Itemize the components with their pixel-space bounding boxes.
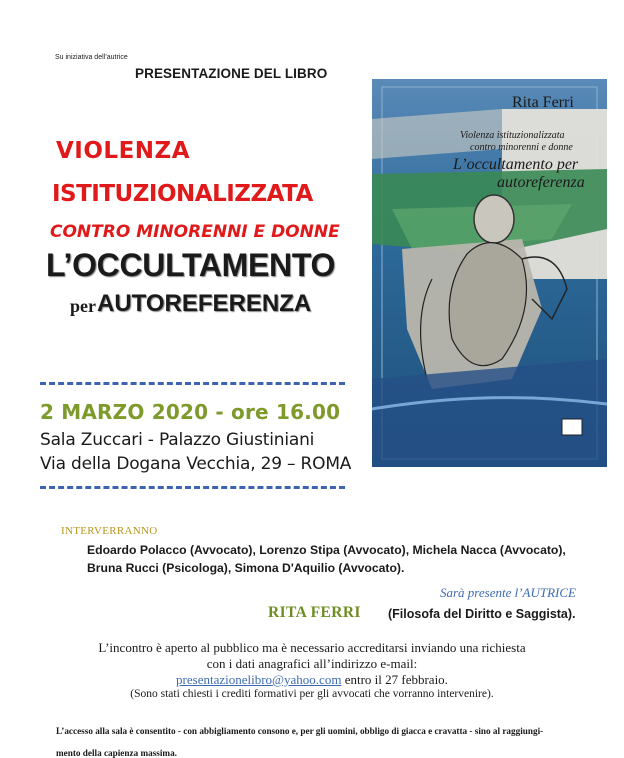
speakers-line-2: Bruna Rucci (Psicologa), Simona D'Aquilio (Avvocato). xyxy=(87,561,405,575)
book-title-2: autoreferenza xyxy=(497,174,585,191)
event-address: Via della Dogana Vecchia, 29 – ROMA xyxy=(40,454,352,474)
access-note-1: L’accesso alla sala è consentito - con abbigliamento consono e, per gli uomini, obbligo di giacca e cravatta - sino al raggiungi- xyxy=(56,726,544,736)
initiative-note: Su iniziativa dell’autrice xyxy=(55,54,128,61)
divider-bottom xyxy=(40,486,345,489)
event-venue: Sala Zuccari - Palazzo Giustiniani xyxy=(40,430,315,450)
speakers-line-1: Edoardo Polacco (Avvocato), Lorenzo Stipa (Avvocato), Michela Nacca (Avvocato), xyxy=(87,543,566,557)
author-presence-label: Sarà presente l’AUTRICE xyxy=(440,585,576,600)
email-link[interactable]: presentazionelibro@yahoo.com xyxy=(176,672,342,687)
title-per: per xyxy=(70,296,96,316)
author-description: (Filosofa del Diritto e Saggista). xyxy=(388,607,576,621)
info-line-1: L’incontro è aperto al pubblico ma è necessario accreditarsi inviando una richiesta xyxy=(98,640,526,655)
info-credits: (Sono stati chiesti i crediti formativi per gli avvocati che vorranno intervenire). xyxy=(130,688,494,700)
book-author: Rita Ferri xyxy=(512,94,574,111)
divider-top xyxy=(40,382,345,385)
book-subtitle-1: Violenza istituzionalizzata xyxy=(460,130,565,141)
access-note-2: mento della capienza massima. xyxy=(56,748,177,758)
title-line-2: ISTITUZIONALIZZATA xyxy=(52,181,313,207)
book-subtitle-2: contro minorenni e donne xyxy=(470,142,573,153)
info-deadline: entro il 27 febbraio. xyxy=(341,672,448,687)
title-line-3: CONTRO MINORENNI E DONNE xyxy=(50,222,340,242)
speakers-label: INTERVERRANNO xyxy=(61,525,158,537)
info-line-3 xyxy=(0,672,624,688)
book-title-1: L’occultamento per xyxy=(453,156,579,173)
info-line-2: con i dati anagrafici all’indirizzo e-mail: xyxy=(206,656,418,671)
title-line-5: AUTOREFERENZA xyxy=(97,290,312,317)
author-name: RITA FERRI xyxy=(268,604,361,621)
title-line-4: L’OCCULTAMENTO xyxy=(46,247,336,283)
event-date: 2 MARZO 2020 - ore 16.00 xyxy=(40,400,341,424)
presentation-heading: PRESENTAZIONE DEL LIBRO xyxy=(135,66,328,81)
title-line-1: VIOLENZA xyxy=(56,138,191,164)
